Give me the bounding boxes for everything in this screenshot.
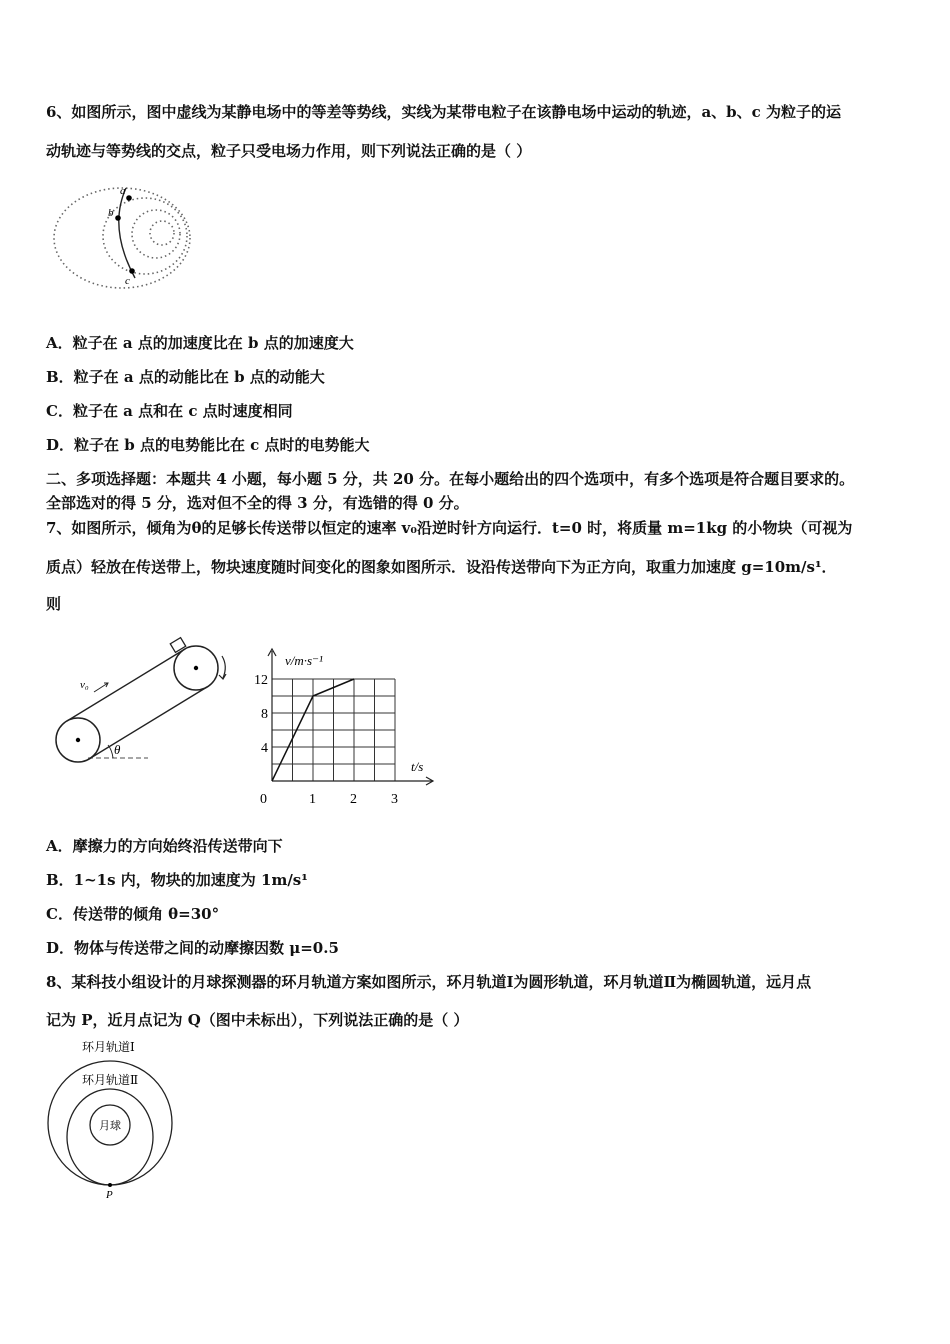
label-a: a <box>120 185 126 197</box>
q6-stem-line2: 动轨迹与等势线的交点，粒子只受电场力作用，则下列说法正确的是（ ） <box>46 142 532 160</box>
label-c: c <box>125 275 130 287</box>
velocity-time-chart <box>255 645 445 815</box>
q6-field-figure <box>50 178 200 300</box>
q7-option-b: B．1~1s 内，物块的加速度为 1m/s¹ <box>46 871 308 889</box>
conveyor-belt-figure <box>50 640 240 770</box>
q7-stem-line3: 则 <box>46 595 62 613</box>
q7-option-c: C．传送带的倾角 θ=30° <box>46 905 220 923</box>
lunar-orbit-figure <box>46 1038 181 1203</box>
section2-line2: 全部选对的得 5 分，选对但不全的得 3 分，有选错的得 0 分。 <box>46 494 469 512</box>
section2-line1: 二、多项选择题：本题共 4 小题，每小题 5 分，共 20 分。在每小题给出的四个选项中，有多个选项是符合题目要求的。 <box>46 470 855 488</box>
moon-label: 月球 <box>99 1120 121 1132</box>
q6-option-d: D．粒子在 b 点的电势能比在 c 点时的电势能大 <box>46 436 370 454</box>
v0-label: v₀ <box>80 679 89 691</box>
q8-stem-line2: 记为 P，近月点记为 Q（图中未标出），下列说法正确的是（ ） <box>46 1011 469 1029</box>
q6-option-b: B．粒子在 a 点的动能比在 b 点的动能大 <box>46 368 325 386</box>
p-label: P <box>106 1189 113 1201</box>
q7-option-a: A．摩擦力的方向始终沿传送带向下 <box>46 837 283 855</box>
point-a <box>126 195 132 201</box>
q7-stem-line1: 7、如图所示，倾角为θ的足够长传送带以恒定的速率 v₀沿逆时针方向运行．t=0 时，将质量 m=1kg 的小物块（可视为 <box>46 519 853 537</box>
y-axis-label: v/m·s⁻¹ <box>285 653 323 668</box>
q7-stem-line2: 质点）轻放在传送带上，物块速度随时间变化的图象如图所示．设沿传送带向下为正方向，取重力加速度 g=10m/s¹． <box>46 558 837 576</box>
orbit1-label: 环月轨道Ⅰ <box>82 1040 135 1054</box>
x-tick-label: 3 <box>391 792 398 807</box>
theta-label: θ <box>114 742 121 757</box>
q6-stem-line1: 6、如图所示，图中虚线为某静电场中的等差等势线，实线为某带电粒子在该静电场中运动的轨迹，a、b、c 为粒子的运 <box>46 103 842 121</box>
orbit2 <box>67 1089 153 1185</box>
y-tick-label: 4 <box>261 741 268 756</box>
point-c <box>129 268 135 274</box>
q6-option-c: C．粒子在 a 点和在 c 点时速度相同 <box>46 402 293 420</box>
x-tick-label: 2 <box>350 792 357 807</box>
y-tick-label: 8 <box>261 707 268 722</box>
point-b <box>115 215 121 221</box>
q8-stem-line1: 8、某科技小组设计的月球探测器的环月轨道方案如图所示，环月轨道Ⅰ为圆形轨道，环月轨道Ⅱ为椭圆轨道，远月点 <box>46 973 812 991</box>
q6-option-a: A．粒子在 a 点的加速度比在 b 点的加速度大 <box>46 334 354 352</box>
x-tick-label: 0 <box>260 792 267 807</box>
y-tick-label: 12 <box>254 673 268 688</box>
label-b: b <box>108 207 114 219</box>
point-p <box>108 1183 112 1187</box>
x-tick-label: 1 <box>309 792 316 807</box>
x-axis-label: t/s <box>411 759 424 774</box>
orbit2-label: 环月轨道Ⅱ <box>82 1073 139 1087</box>
q7-option-d: D．物体与传送带之间的动摩擦因数 μ=0.5 <box>46 939 339 957</box>
